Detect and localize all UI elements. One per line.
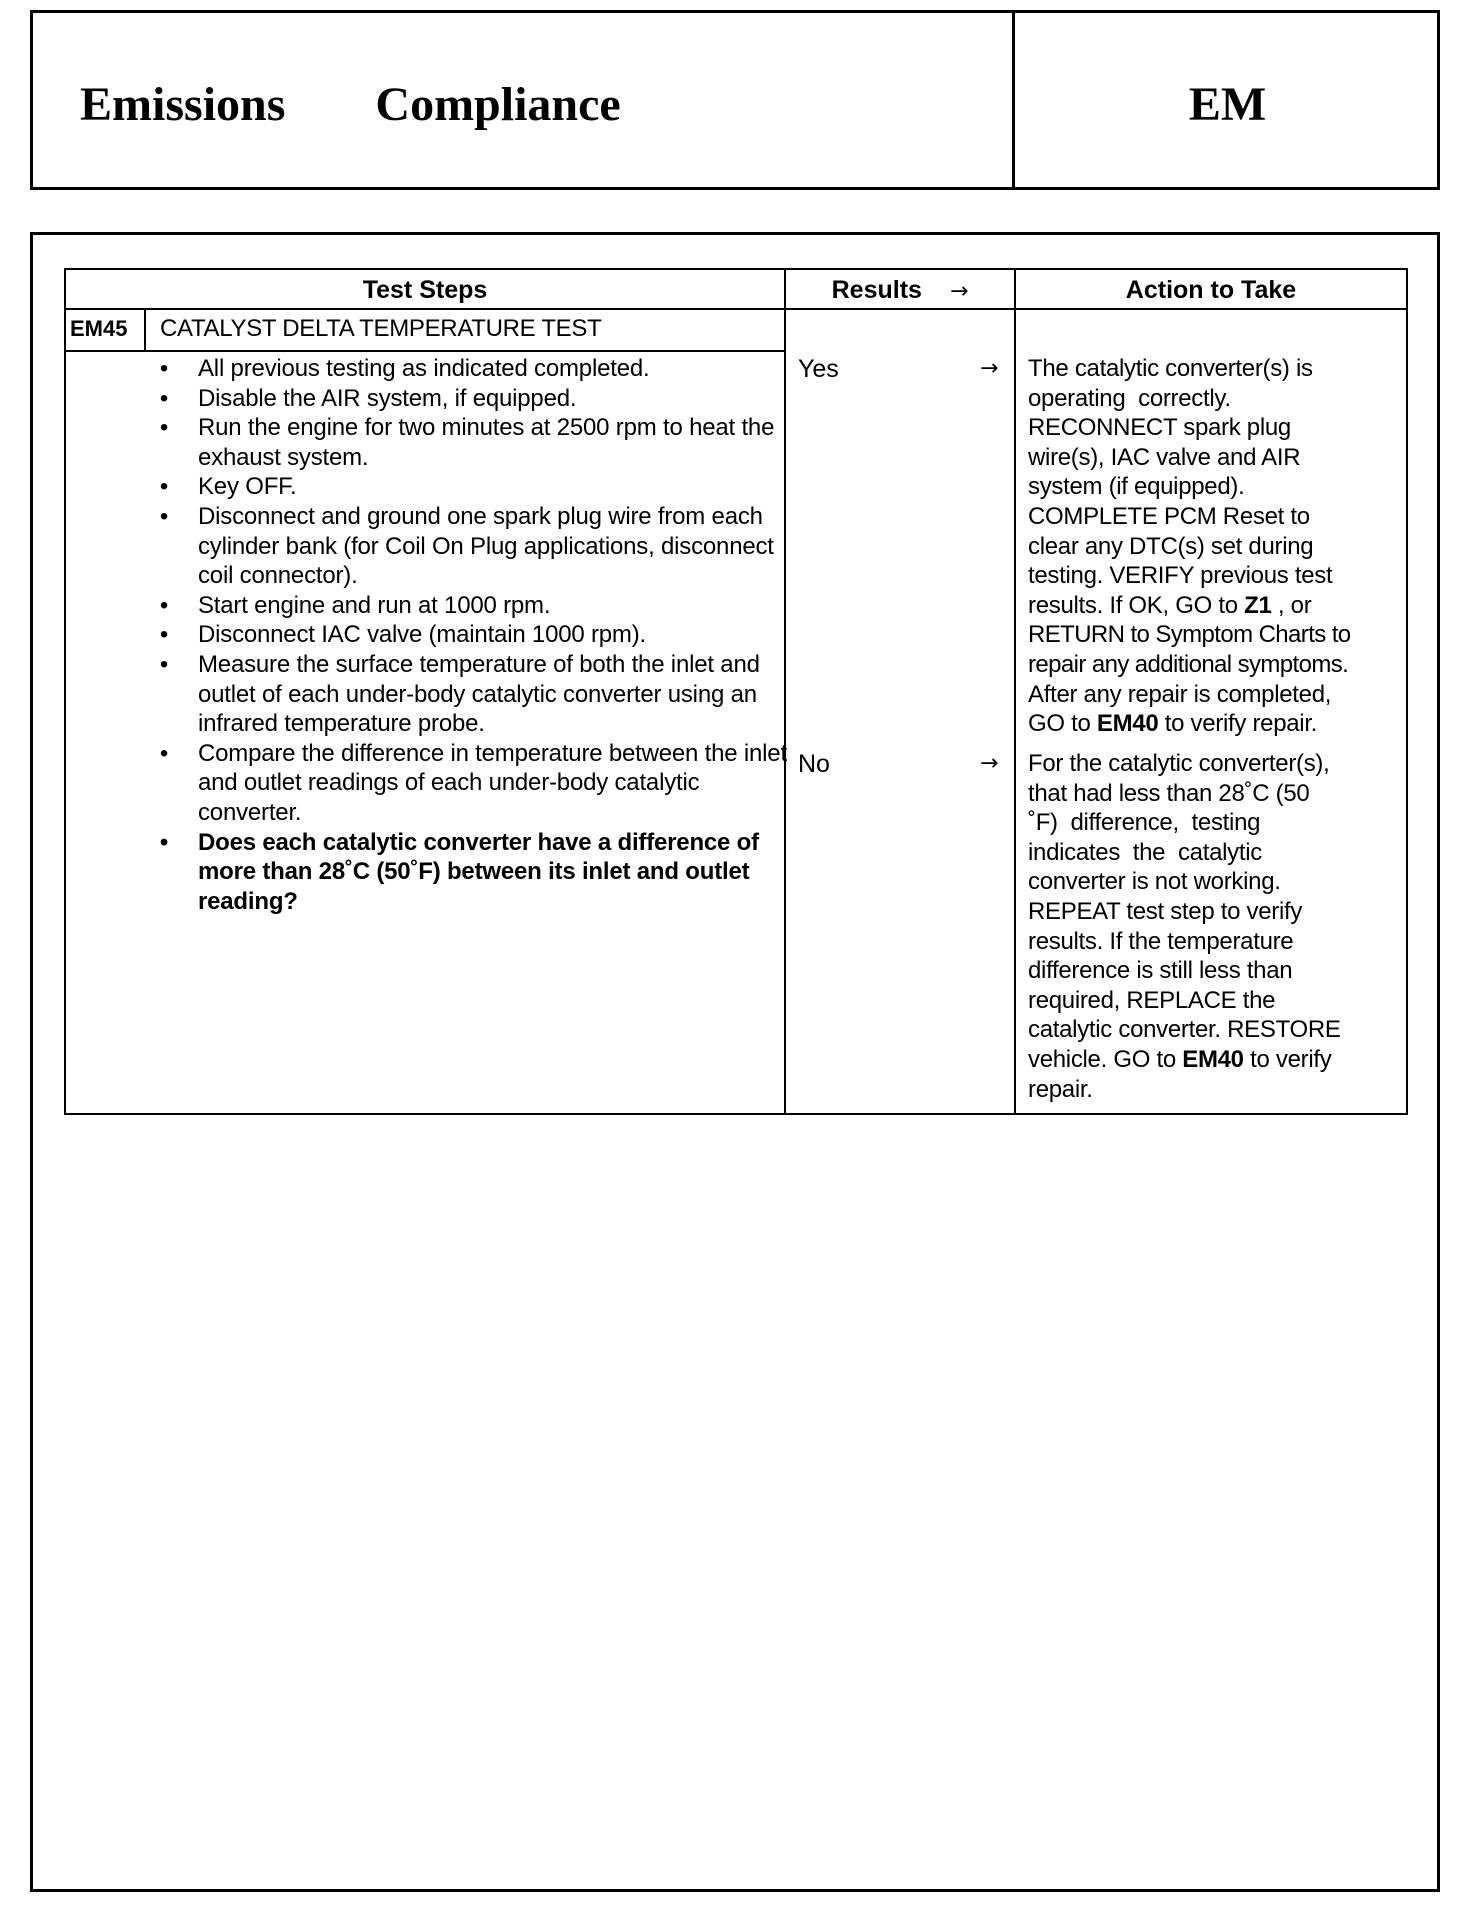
action-line: converter is not working. [1028, 868, 1281, 896]
test-step-text: Run the engine for two minutes at 2500 rpm to heat the exhaust system. [198, 414, 775, 471]
action-line: required, REPLACE the [1028, 986, 1276, 1014]
step-title-row-line [66, 350, 784, 352]
action-line [1028, 709, 1408, 739]
bullet-icon: • [159, 739, 169, 767]
bullet-icon: • [159, 502, 169, 530]
column-header-results [786, 272, 1014, 308]
action-line: ˚F) difference, testing [1028, 809, 1261, 837]
result-no: No [798, 750, 830, 778]
bullet-icon: • [159, 355, 169, 382]
action-line: operating correctly. [1028, 384, 1231, 412]
action-text: results. If OK, GO to [1028, 591, 1245, 619]
test-step-text: Disable the AIR system, if equipped. [198, 384, 577, 412]
test-step-question [154, 828, 794, 917]
action-text: vehicle. GO to [1028, 1045, 1183, 1073]
action-line: repair. [1028, 1075, 1093, 1103]
arrow-right-icon: → [949, 279, 969, 304]
action-line: After any repair is completed, [1028, 680, 1332, 708]
bullet-icon: • [159, 828, 169, 856]
results-header-label: Results [831, 276, 922, 304]
test-step-text: Key OFF. [198, 473, 297, 501]
test-step-text: Disconnect IAC valve (maintain 1000 rpm). [198, 621, 646, 649]
action-line: COMPLETE PCM Reset to [1028, 502, 1310, 530]
test-step-item [154, 384, 794, 414]
arrow-right-icon: → [980, 356, 999, 381]
header-row-line [66, 308, 1406, 310]
action-line: system (if equipped). [1028, 473, 1245, 501]
action-line: REPEAT test step to verify [1028, 897, 1303, 925]
action-text: , or [1271, 591, 1312, 619]
test-step-item [154, 472, 794, 502]
bullet-icon: • [159, 591, 169, 619]
page-title: Emissions Compliance [80, 78, 621, 131]
test-step-item [154, 502, 794, 591]
test-step-text: Start engine and run at 1000 rpm. [198, 591, 551, 619]
action-line: catalytic converter. RESTORE [1028, 1016, 1341, 1044]
bullet-icon: • [159, 384, 169, 412]
test-step-text: Compare the difference in temperature between the inlet and outlet readings of each under-body catalytic converter. [198, 739, 787, 826]
column-header-test-steps: Test Steps [362, 276, 488, 304]
test-step-item [154, 591, 794, 621]
action-line: difference is still less than [1028, 957, 1293, 985]
action-text: to verify repair. [1158, 710, 1318, 738]
action-line: RECONNECT spark plug [1028, 414, 1291, 442]
action-line: testing. VERIFY previous test [1028, 562, 1333, 590]
action-line: indicates the catalytic [1028, 838, 1262, 866]
test-step-item [154, 739, 794, 828]
test-step-text: All previous testing as indicated completed. [198, 355, 650, 382]
test-step-text: Measure the surface temperature of both the inlet and outlet of each under-body catalytic converter using an infrared temperature probe. [198, 650, 760, 738]
step-reference: Z1 [1244, 591, 1272, 619]
test-step-item [154, 620, 794, 650]
test-step-item [154, 413, 794, 472]
step-id: EM45 [70, 316, 128, 341]
test-step-item [154, 650, 794, 739]
step-reference: EM40 [1182, 1045, 1244, 1073]
col-divider-results [1014, 270, 1016, 1113]
action-line: The catalytic converter(s) is [1028, 355, 1313, 382]
step-id-divider [144, 308, 146, 350]
action-line: repair any additional symptoms. [1028, 650, 1349, 678]
section-code: EM [1188, 78, 1267, 131]
action-text: GO to [1028, 710, 1097, 738]
action-no [1028, 749, 1408, 1104]
action-line: RETURN to Symptom Charts to [1028, 621, 1351, 649]
test-step-text: Does each catalytic converter have a difference of more than 28˚C (50˚F) between its inlet and outlet reading? [198, 828, 759, 915]
action-line: clear any DTC(s) set during [1028, 532, 1314, 560]
action-line: wire(s), IAC valve and AIR [1028, 443, 1301, 471]
bullet-icon: • [159, 414, 169, 442]
bullet-icon: • [159, 650, 169, 678]
test-steps-table [64, 268, 1408, 1115]
test-step-item [154, 354, 794, 384]
action-line [1028, 1045, 1408, 1075]
action-line: that had less than 28˚C (50 [1028, 779, 1310, 807]
result-yes: Yes [798, 355, 839, 383]
step-title: CATALYST DELTA TEMPERATURE TEST [160, 315, 602, 342]
bullet-icon: • [159, 473, 169, 501]
step-reference: EM40 [1096, 710, 1159, 738]
bullet-icon: • [159, 621, 169, 649]
arrow-right-icon: → [980, 751, 999, 776]
test-step-text: Disconnect and ground one spark plug wire from each cylinder bank (for Coil On Plug applications, disconnect coil connector). [198, 502, 774, 590]
action-line: For the catalytic converter(s), [1028, 750, 1330, 777]
action-line: results. If the temperature [1028, 927, 1294, 955]
action-line [1028, 591, 1408, 621]
action-yes [1028, 354, 1408, 739]
action-text: to verify [1243, 1045, 1332, 1073]
column-header-action: Action to Take [1125, 276, 1297, 304]
test-step-list [154, 354, 794, 916]
